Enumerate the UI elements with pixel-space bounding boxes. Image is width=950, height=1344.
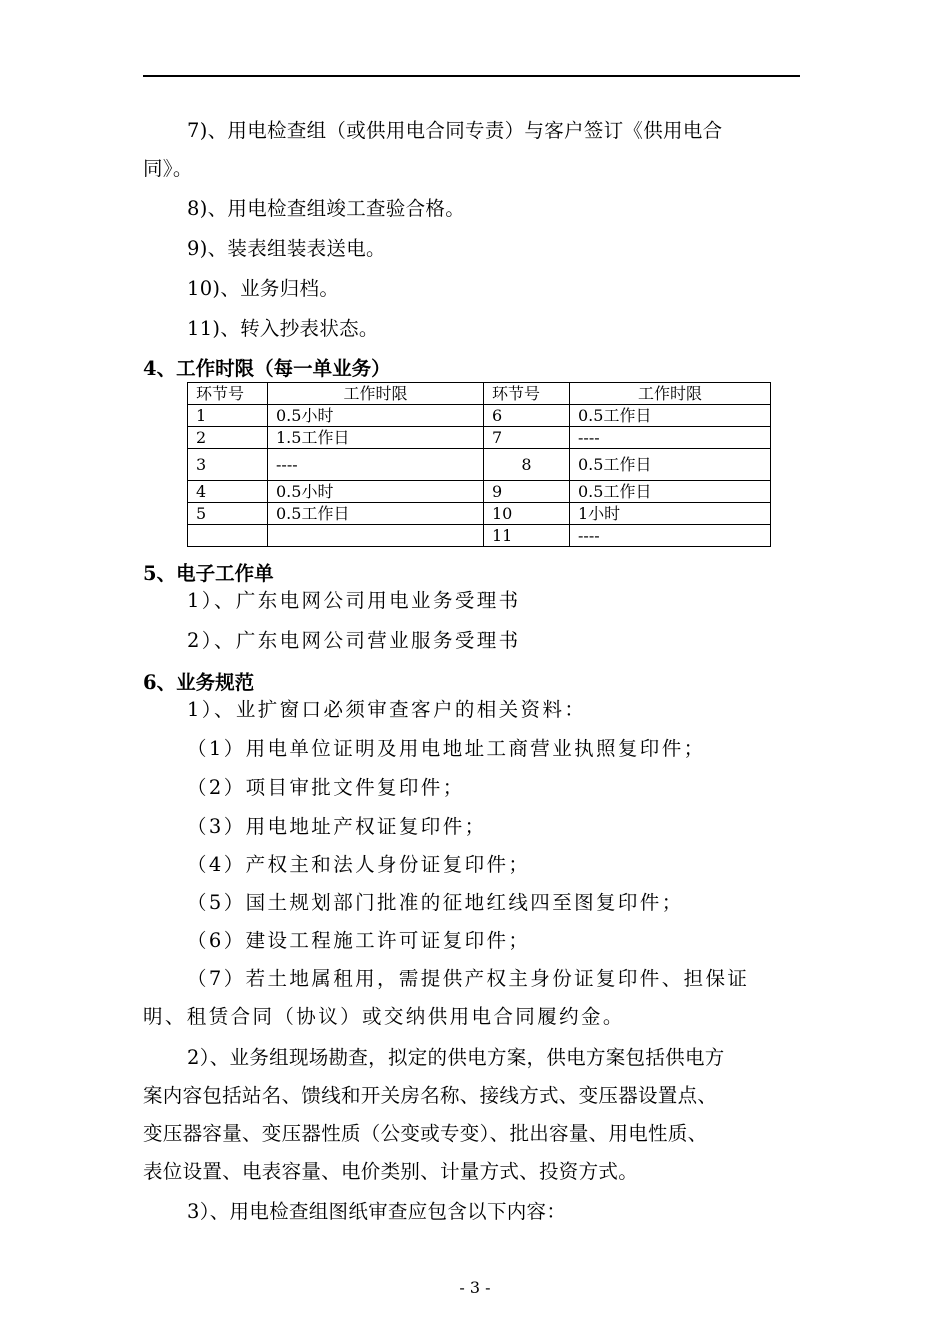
- work-time-limit-table: [187, 382, 771, 547]
- step-7-line-2: 同》。: [143, 157, 193, 180]
- table-row: [188, 503, 771, 525]
- table-cell: 6: [484, 405, 570, 427]
- section-6-line: （5）国土规划部门批准的征地红线四至图复印件；: [187, 891, 684, 914]
- section-6-line: （4）产权主和法人身份证复印件；: [187, 853, 531, 876]
- step-8: 8)、用电检查组竣工查验合格。: [187, 197, 466, 220]
- table-row: [188, 449, 771, 481]
- step-11: 11)、转入抄表状态。: [187, 317, 379, 340]
- table-cell: 9: [484, 481, 570, 503]
- section-5-heading: 5、电子工作单: [143, 562, 274, 585]
- table-cell: [268, 525, 484, 547]
- section-6-heading: 6、业务规范: [143, 671, 255, 694]
- table-cell: 11: [484, 525, 570, 547]
- table-cell: 0.5工作日: [570, 405, 771, 427]
- table-cell: 0.5工作日: [570, 481, 771, 503]
- table-cell: 7: [484, 427, 570, 449]
- table-cell: 0.5小时: [268, 405, 484, 427]
- table-cell: ----: [570, 525, 771, 547]
- table-cell: 1: [188, 405, 268, 427]
- section-5-item: 2）、广东电网公司营业服务受理书: [187, 629, 521, 652]
- section-6-line: 明、租赁合同（协议）或交纳供用电合同履约金。: [143, 1005, 625, 1028]
- section-6-line: （6）建设工程施工许可证复印件；: [187, 929, 531, 952]
- header-rule: [143, 75, 800, 77]
- step-10: 10)、业务归档。: [187, 277, 340, 300]
- table-cell: 5: [188, 503, 268, 525]
- table-cell: 2: [188, 427, 268, 449]
- table-cell: 4: [188, 481, 268, 503]
- header-cell: 环节号: [188, 383, 268, 405]
- section-6-line: 变压器容量、变压器性质（公变或专变）、批出容量、用电性质、: [143, 1122, 708, 1145]
- section-6-line: （2）项目审批文件复印件；: [187, 776, 465, 799]
- table-row: [188, 427, 771, 449]
- header-cell: 工作时限: [268, 383, 484, 405]
- table-cell: ----: [570, 427, 771, 449]
- table-cell: [188, 525, 268, 547]
- header-cell: 工作时限: [570, 383, 771, 405]
- section-6-line: 2）、业务组现场勘查，拟定的供电方案，供电方案包括供电方: [187, 1046, 725, 1069]
- section-4-heading: 4、工作时限（每一单业务）: [143, 357, 391, 380]
- page-number: - 3 -: [459, 1278, 491, 1297]
- section-6-line: 表位设置、电表容量、电价类别、计量方式、投资方式。: [143, 1160, 639, 1183]
- section-6-line: （7）若土地属租用，需提供产权主身份证复印件、担保证: [187, 967, 750, 990]
- step-7-line-1: 7)、用电检查组（或供用电合同专责）与客户签订《供用电合: [187, 119, 723, 142]
- table-cell: 10: [484, 503, 570, 525]
- section-6-line: （3）用电地址产权证复印件；: [187, 815, 487, 838]
- section-5-item: 1）、广东电网公司用电业务受理书: [187, 589, 521, 612]
- table-cell: 3: [188, 449, 268, 481]
- table-row: [188, 405, 771, 427]
- table-header-row: [188, 383, 771, 405]
- table-cell: 1.5工作日: [268, 427, 484, 449]
- section-6-line: 3）、用电检查组图纸审查应包含以下内容：: [187, 1200, 567, 1223]
- table-row: [188, 481, 771, 503]
- step-9: 9)、装表组装表送电。: [187, 237, 386, 260]
- table-cell: 0.5小时: [268, 481, 484, 503]
- section-6-line: 1）、业扩窗口必须审查客户的相关资料：: [187, 698, 587, 721]
- table-cell: 0.5工作日: [268, 503, 484, 525]
- section-6-line: 案内容包括站名、馈线和开关房名称、接线方式、变压器设置点、: [143, 1084, 718, 1107]
- table-cell: 8: [484, 449, 570, 481]
- table-cell: 0.5工作日: [570, 449, 771, 481]
- table-cell: ----: [268, 449, 484, 481]
- table-row: [188, 525, 771, 547]
- header-cell: 环节号: [484, 383, 570, 405]
- section-6-line: （1）用电单位证明及用电地址工商营业执照复印件；: [187, 737, 706, 760]
- table-cell: 1小时: [570, 503, 771, 525]
